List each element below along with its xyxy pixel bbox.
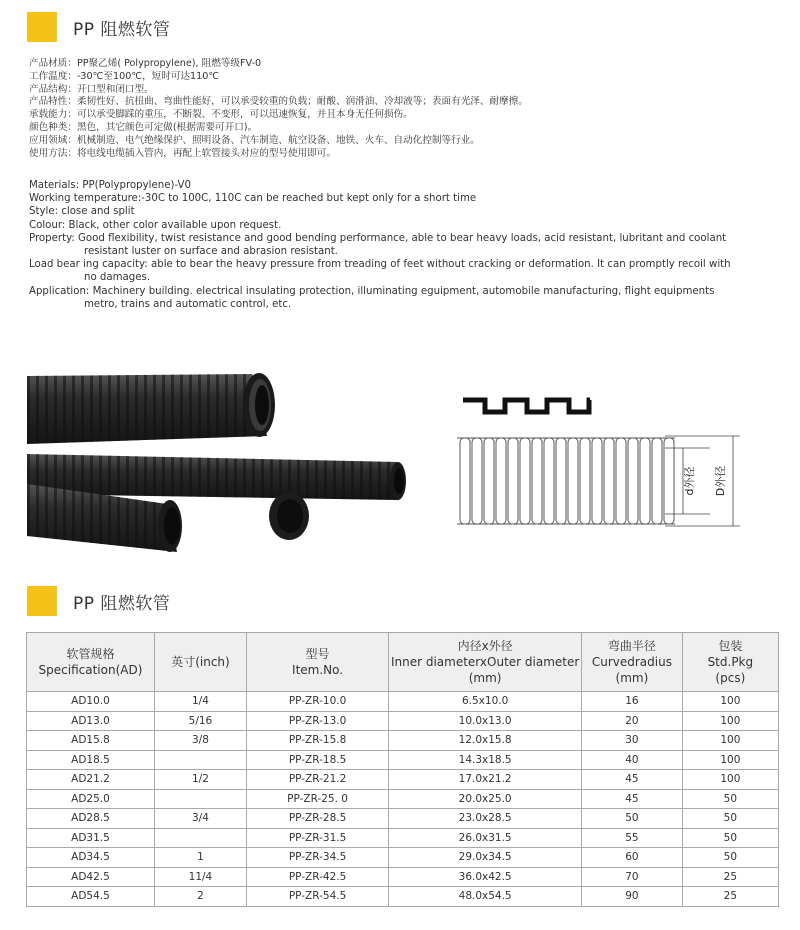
col-pkg-header: 包装 Std.Pkg (pcs)	[682, 633, 778, 692]
col-item-header: 型号 Item.No.	[246, 633, 388, 692]
english-spec-block	[29, 179, 779, 311]
cn-spec-line: 承载能力：可以承受脚踩的重压，不断裂、不变形，可以迅速恢复，并且本身无任何损伤。	[29, 109, 413, 121]
cn-spec-line: 应用领域：机械制造、电气绝缘保护、照明设备、汽车制造、航空设备、地铁、火车、自动化控制等行业。	[29, 134, 480, 146]
section-title: PP 阻燃软管	[73, 593, 171, 614]
cell-diameter: 14.3x18.5	[389, 750, 582, 770]
cell-diameter: 20.0x25.0	[389, 789, 582, 809]
cell-radius: 45	[582, 770, 683, 790]
cell-radius: 40	[582, 750, 683, 770]
table-row	[27, 809, 779, 829]
cell-diameter: 6.5x10.0	[389, 692, 582, 712]
cell-diameter: 26.0x31.5	[389, 828, 582, 848]
cell-item: PP-ZR-15.8	[246, 731, 388, 751]
cell-item: PP-ZR-31.5	[246, 828, 388, 848]
table-row	[27, 828, 779, 848]
en-colour: Colour: Black, other color available upon request.	[29, 219, 282, 231]
cn-spec-line: 产品结构：开口型和闭口型。	[29, 83, 154, 95]
cell-pkg: 25	[682, 887, 778, 907]
table-row	[27, 848, 779, 868]
cell-pkg: 100	[682, 750, 778, 770]
en-property: Property: Good flexibility, twist resistance and good bending performance, able to bear heavy loads, acid resistant, lubritant and coolant	[29, 232, 727, 244]
cell-pkg: 25	[682, 867, 778, 887]
outer-diameter-label: D外径	[714, 465, 727, 497]
cell-inch	[154, 828, 246, 848]
cell-spec: AD10.0	[27, 692, 155, 712]
yellow-square-marker	[27, 12, 57, 42]
en-load: Load bear ing capacity: able to bear the heavy pressure from treading of feet without cracking or deformation. It can promptly recoil with	[29, 259, 731, 271]
en-application-cont: metro, trains and automatic control, etc.	[84, 298, 292, 310]
en-application: Application: Machinery building. electrical insulating protection, illuminating eguipment, automobile manufacturing, flight equipments	[29, 285, 715, 297]
cell-spec: AD34.5	[27, 848, 155, 868]
cell-radius: 20	[582, 711, 683, 731]
en-property-cont: resistant luster on surface and abrasion resistant.	[84, 246, 338, 258]
cell-item: PP-ZR-21.2	[246, 770, 388, 790]
cell-radius: 55	[582, 828, 683, 848]
tube-ribs	[460, 438, 674, 524]
section-header-top	[27, 12, 170, 42]
cell-spec: AD28.5	[27, 809, 155, 829]
cell-inch: 5/16	[154, 711, 246, 731]
cell-inch	[154, 750, 246, 770]
chinese-spec-block	[29, 58, 528, 160]
cell-inch: 1	[154, 848, 246, 868]
cell-diameter: 36.0x42.5	[389, 867, 582, 887]
cell-spec: AD54.5	[27, 887, 155, 907]
cell-diameter: 12.0x15.8	[389, 731, 582, 751]
cell-spec: AD18.5	[27, 750, 155, 770]
cell-item: PP-ZR-18.5	[246, 750, 388, 770]
table-row	[27, 731, 779, 751]
cell-pkg: 50	[682, 848, 778, 868]
en-style: Style: close and split	[29, 206, 135, 218]
cell-radius: 70	[582, 867, 683, 887]
table-row	[27, 711, 779, 731]
cell-diameter: 48.0x54.5	[389, 887, 582, 907]
tube-cross-section-diagram	[455, 392, 755, 532]
table-row	[27, 692, 779, 712]
table-header-row	[27, 633, 779, 692]
cell-diameter: 23.0x28.5	[389, 809, 582, 829]
cell-item: PP-ZR-34.5	[246, 848, 388, 868]
cell-item: PP-ZR-13.0	[246, 711, 388, 731]
cell-inch: 1/2	[154, 770, 246, 790]
section-header-table	[27, 586, 170, 616]
cell-radius: 60	[582, 848, 683, 868]
spec-table	[26, 632, 779, 907]
en-temperature: Working temperature:-30C to 100C, 110C can be reached but kept only for a short time	[29, 193, 477, 205]
table-row	[27, 750, 779, 770]
cell-radius: 50	[582, 809, 683, 829]
cn-spec-line: 使用方法：将电线电缆插入管内，再配上软管接头对应的型号使用即可。	[29, 147, 336, 159]
cell-pkg: 50	[682, 809, 778, 829]
cell-inch: 3/4	[154, 809, 246, 829]
cell-pkg: 50	[682, 828, 778, 848]
cell-radius: 30	[582, 731, 683, 751]
corrugated-tube-photo	[27, 366, 417, 566]
cn-spec-line: 颜色种类：黑色，其它颜色可定做(根据需要可开口)。	[29, 121, 258, 133]
cn-spec-line: 产品材质：PP聚乙烯( Polypropylene), 阻燃等级FV-0	[29, 58, 262, 69]
cell-radius: 16	[582, 692, 683, 712]
table-row	[27, 789, 779, 809]
cell-diameter: 17.0x21.2	[389, 770, 582, 790]
cell-item: PP-ZR-25. 0	[246, 789, 388, 809]
col-diameter-header: 内径x外径 Inner diameterxOuter diameter (mm)	[389, 633, 582, 692]
table-row	[27, 887, 779, 907]
cell-spec: AD21.2	[27, 770, 155, 790]
inner-diameter-label: d外径	[683, 466, 696, 496]
section-title: PP 阻燃软管	[73, 19, 171, 40]
cell-item: PP-ZR-10.0	[246, 692, 388, 712]
cell-pkg: 50	[682, 789, 778, 809]
col-spec-header: 软管规格 Specification(AD)	[27, 633, 155, 692]
cell-spec: AD31.5	[27, 828, 155, 848]
cell-inch: 2	[154, 887, 246, 907]
cell-inch: 1/4	[154, 692, 246, 712]
cell-spec: AD15.8	[27, 731, 155, 751]
profile-outline	[463, 400, 590, 412]
cn-spec-line: 产品特性：柔韧性好、抗扭曲、弯曲性能好，可以承受较重的负载；耐酸、润滑油、冷却液等；表面有光泽、耐摩擦。	[29, 96, 528, 108]
cell-radius: 45	[582, 789, 683, 809]
cell-pkg: 100	[682, 731, 778, 751]
table-row	[27, 867, 779, 887]
cell-diameter: 29.0x34.5	[389, 848, 582, 868]
col-inch-header: 英寸(inch)	[154, 633, 246, 692]
table-row	[27, 770, 779, 790]
en-materials: Materials: PP(Polypropylene)-V0	[29, 180, 191, 191]
col-radius-header: 弯曲半径 Curvedradius (mm)	[582, 633, 683, 692]
cell-spec: AD42.5	[27, 867, 155, 887]
cell-pkg: 100	[682, 711, 778, 731]
en-load-cont: no damages.	[84, 272, 151, 284]
cell-inch: 3/8	[154, 731, 246, 751]
dimension-lines	[665, 436, 740, 526]
cell-radius: 90	[582, 887, 683, 907]
cell-inch	[154, 789, 246, 809]
cell-inch: 11/4	[154, 867, 246, 887]
cell-item: PP-ZR-42.5	[246, 867, 388, 887]
cn-spec-line: 工作温度：-30℃至100℃，短时可达110℃	[29, 70, 220, 82]
cell-spec: AD13.0	[27, 711, 155, 731]
yellow-square-marker	[27, 586, 57, 616]
cell-pkg: 100	[682, 692, 778, 712]
tube-large	[27, 373, 275, 444]
cell-spec: AD25.0	[27, 789, 155, 809]
cell-item: PP-ZR-28.5	[246, 809, 388, 829]
cell-item: PP-ZR-54.5	[246, 887, 388, 907]
cell-diameter: 10.0x13.0	[389, 711, 582, 731]
cell-pkg: 100	[682, 770, 778, 790]
